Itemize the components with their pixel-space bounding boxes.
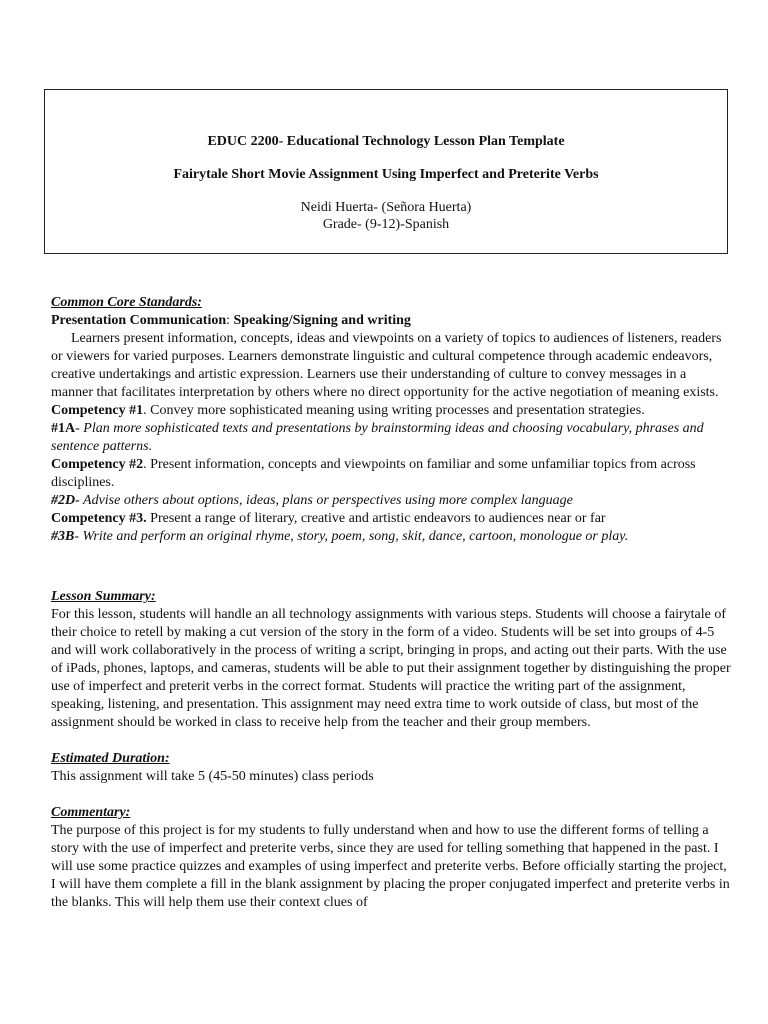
competency-2d <box>51 492 731 510</box>
competency-2 <box>51 456 731 492</box>
competency-1 <box>51 402 731 420</box>
summary-heading: Lesson Summary: <box>51 589 156 604</box>
commentary-heading: Commentary: <box>51 805 131 820</box>
document-body <box>51 294 731 912</box>
commentary-text: The purpose of this project is for my students to fully understand when and how to use the different forms of telling a story with the use of imperfect and preterite verbs, since they are used for telling something that happened in the past. I will use some practice quizzes and examples of using imperfect and preterite verbs. Before officially starting the project, I will have them complete a fill in the blank assignment by placing the proper conjugated imperfect and preterite verbs in the blanks. This will help them use their context clues of <box>51 823 730 910</box>
standards-intro: Learners present information, concepts, ideas and viewpoints on a variety of topics to audiences of listeners, readers or viewers for varied purposes. Learners demonstrate linguistic and cultural competence through academic endeavors, creative undertakings and artistic expression. Learners use their understanding of culture to convey messages in a manner that facilitates interpretation by others where no direct opportunity for the active negotiation of meaning exists. <box>51 331 722 400</box>
standards-heading: Common Core Standards: <box>51 295 202 310</box>
competency-3b <box>51 528 731 546</box>
competency-2d-text: Advise others about options, ideas, plans or perspectives using more complex language <box>79 493 573 508</box>
author-name: Neidi Huerta- (Señora Huerta) <box>300 200 472 215</box>
competency-3-label: Competency #3. <box>51 511 147 526</box>
competency-1a-label: #1A <box>51 421 76 436</box>
duration-heading: Estimated Duration: <box>51 751 170 766</box>
standards-sub-label: Presentation Communication <box>51 313 227 328</box>
competency-1a <box>51 420 731 456</box>
standards-sub-colon: : <box>226 313 234 328</box>
section-spacer <box>51 732 731 750</box>
document-subtitle: Fairytale Short Movie Assignment Using Imperfect and Preterite Verbs <box>173 167 599 182</box>
competency-1-label: Competency #1 <box>51 403 144 418</box>
duration-text: This assignment will take 5 (45-50 minutes) class periods <box>51 769 374 784</box>
summary-text: For this lesson, students will handle an all technology assignments with various steps. Students will choose a fairytale of their choice to retell by making a cut version of the story in the form of a video. Students will be set into groups of 4-5 and will work collaboratively in the process of writing a script, bringing in props, and acting out their parts. With the use of iPads, phones, laptops, and cameras, students will be able to put their assignment together by distinguishing the proper use of imperfect and preterit verbs in the correct format. Students will practice the writing part of the assignment, speaking, listening, and presentation. This assignment may need extra time to work outside of class, but most of the assignment should be worked in class to receive help from the teacher and their group members. <box>51 607 731 730</box>
competency-3-text: Present a range of literary, creative and artistic endeavors to audiences near or far <box>146 511 606 526</box>
competency-2-text: . Present information, concepts and viewpoints on familiar and some unfamiliar topics from across disciplines. <box>51 457 696 490</box>
competency-1-text: . Convey more sophisticated meaning using writing processes and presentation strategies. <box>143 403 645 418</box>
competency-1a-text: - Plan more sophisticated texts and presentations by brainstorming ideas and choosing vocabulary, phrases and sentence patterns. <box>51 421 704 454</box>
competency-2-label: Competency #2 <box>51 457 144 472</box>
standards-subheading <box>51 312 731 330</box>
title-box <box>44 89 728 254</box>
section-spacer <box>51 786 731 804</box>
competency-2d-label: #2D- <box>51 493 80 508</box>
grade-level: Grade- (9-12)-Spanish <box>322 217 450 232</box>
competency-3 <box>51 510 731 528</box>
competency-3b-text: - Write and perform an original rhyme, story, poem, song, skit, dance, cartoon, monologue or play. <box>74 529 629 544</box>
section-spacer <box>51 546 731 570</box>
standards-sub-rest: Speaking/Signing and writing <box>233 313 411 328</box>
section-spacer <box>51 570 731 588</box>
competency-3b-label: #3B <box>51 529 75 544</box>
document-title: EDUC 2200- Educational Technology Lesson Plan Template <box>207 134 565 149</box>
